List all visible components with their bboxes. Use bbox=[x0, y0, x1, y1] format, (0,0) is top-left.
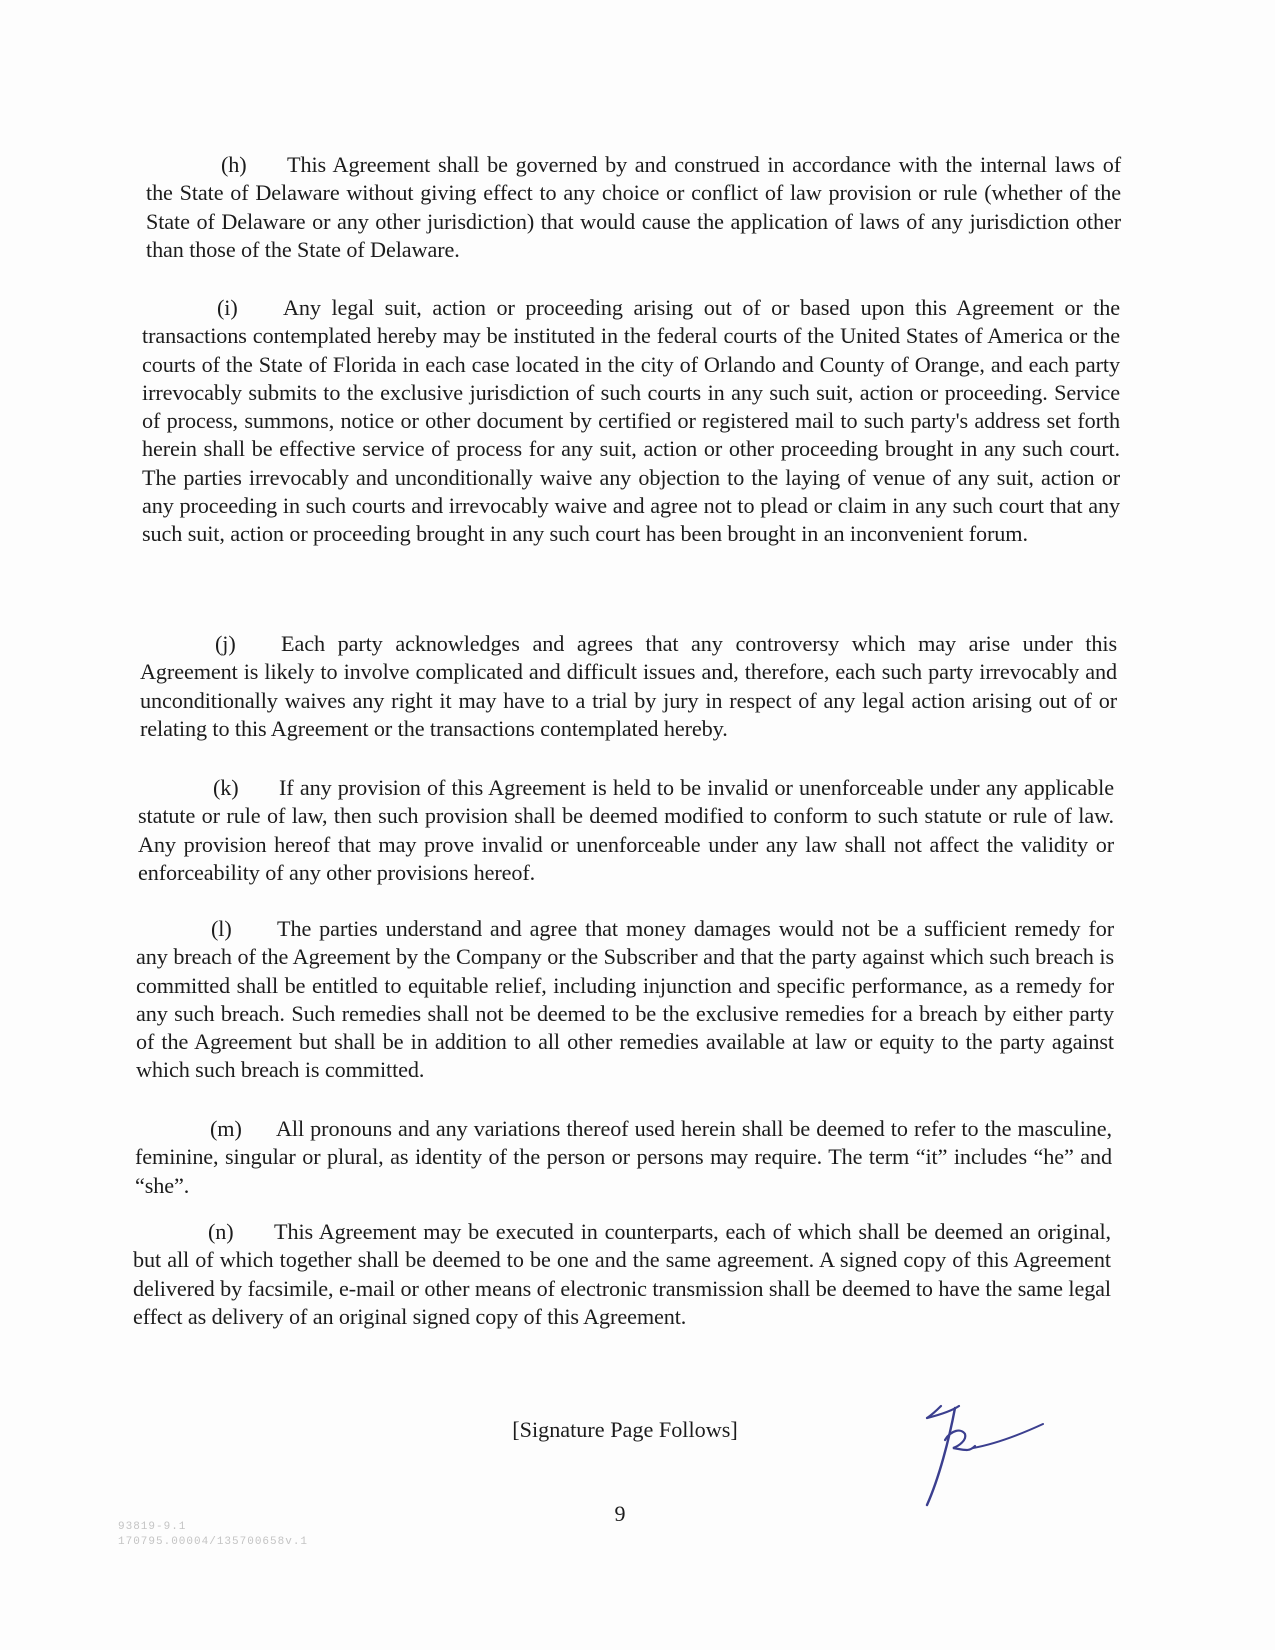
footer-ref-line-2: 170795.00004/135700658v.1 bbox=[118, 1536, 309, 1548]
clause-j bbox=[140, 630, 1117, 743]
page-number: 9 bbox=[614, 1501, 626, 1526]
clause-m bbox=[135, 1115, 1112, 1200]
clause-text: Any legal suit, action or proceeding arising out of or based upon this Agreement or the transactions contemplated hereby may be instituted in the federal courts of the United States of America or the courts of the State of Florida in each case located in the city of Orlando and County of Orange, and each party irrevocably submits to the exclusive jurisdiction of such courts in any such suit, action or proceeding. Service of process, summons, notice or other document by certified or registered mail to such party's address set forth herein shall be effective service of process for any suit, action or other proceeding brought in any such court. The parties irrevocably and unconditionally waive any objection to the laying of venue of any suit, action or any proceeding in such courts and irrevocably waive and agree not to plead or claim in any such court that any such suit, action or proceeding brought in any such court has been brought in an inconvenient forum. bbox=[142, 295, 1120, 547]
clause-text: This Agreement may be executed in counterparts, each of which shall be deemed an original, but all of which together shall be deemed to be one and the same agreement. A signed copy of this Agreement delivered by facsimile, e-mail or other means of electronic transmission shall be deemed to have the same legal effect as delivery of an original signed copy of this Agreement. bbox=[133, 1219, 1111, 1329]
clause-label: (j) bbox=[215, 631, 236, 656]
clause-l bbox=[136, 915, 1114, 1085]
clause-label: (n) bbox=[208, 1219, 234, 1244]
handwritten-initials bbox=[925, 1400, 1045, 1510]
clause-k bbox=[138, 774, 1114, 887]
document-reference-footer bbox=[118, 1520, 308, 1550]
clause-text: All pronouns and any variations thereof used herein shall be deemed to refer to the masculine, feminine, singular or plural, as identity of the person or persons may require. The term “it” includes “he” and “she”. bbox=[135, 1116, 1112, 1198]
clause-text: If any provision of this Agreement is held to be invalid or unenforceable under any applicable statute or rule of law, then such provision shall be deemed modified to conform to such statute or rule of law. Any provision hereof that may prove invalid or unenforceable under any law shall not affect the validity or enforceability of any other provisions hereof. bbox=[138, 775, 1114, 885]
clause-h bbox=[146, 151, 1121, 264]
clause-label: (i) bbox=[217, 295, 238, 320]
footer-ref-line-1: 93819-9.1 bbox=[118, 1521, 187, 1533]
clause-label: (l) bbox=[211, 916, 232, 941]
clause-text: The parties understand and agree that money damages would not be a sufficient remedy for any breach of the Agreement by the Company or the Subscriber and that the party against which such breach is committed shall be entitled to equitable relief, including injunction and specific performance, as a remedy for any such breach. Such remedies shall not be deemed to be the exclusive remedies for a breach by either party of the Agreement but shall be in addition to all other remedies available at law or equity to the party against which such breach is committed. bbox=[136, 916, 1114, 1083]
clause-label: (k) bbox=[213, 775, 239, 800]
clause-label: (m) bbox=[210, 1116, 242, 1141]
clause-i bbox=[142, 294, 1120, 549]
clause-text: Each party acknowledges and agrees that any controversy which may arise under this Agreement is likely to involve complicated and difficult issues and, therefore, each such party irrevocably and unconditionally waives any right it may have to a trial by jury in respect of any legal action arising out of or relating to this Agreement or the transactions contemplated hereby. bbox=[140, 631, 1117, 741]
clause-n bbox=[133, 1218, 1111, 1331]
clause-text: This Agreement shall be governed by and construed in accordance with the internal laws of the State of Delaware without giving effect to any choice or conflict of law provision or rule (whether of the State of Delaware or any other jurisdiction) that would cause the application of laws of any jurisdiction other than those of the State of Delaware. bbox=[146, 152, 1121, 262]
signature-page-note: [Signature Page Follows] bbox=[512, 1417, 738, 1442]
clause-label: (h) bbox=[221, 152, 247, 177]
